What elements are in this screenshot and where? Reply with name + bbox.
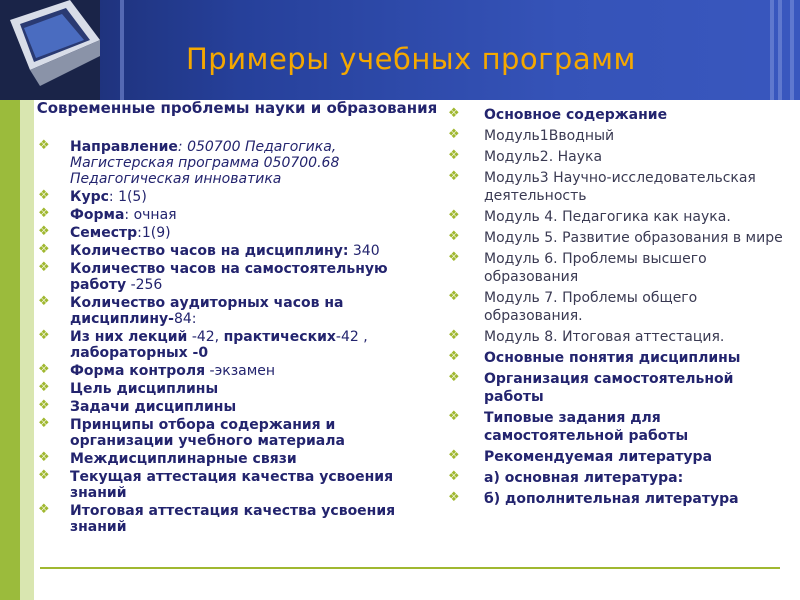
bullet-icon: ❖ [38, 294, 50, 309]
list-item: ❖ Модуль1Вводный [448, 127, 615, 144]
list-item: ❖ Междисциплинарные связи [38, 450, 297, 467]
list-item: ❖ Из них лекций -42, практических-42 , лабораторных -0 [38, 328, 368, 361]
list-item: ❖ а) основная литература: [448, 469, 684, 486]
bullet-icon: ❖ [448, 208, 460, 223]
list-item: ❖ Курс: 1(5) [38, 188, 147, 205]
list-item: ❖ Текущая аттестация качества усвоения знаний [38, 468, 394, 501]
left-accent-bar-light [20, 100, 34, 600]
header-stripe [120, 0, 124, 100]
left-accent-bar [0, 100, 20, 600]
page-title: Примеры учебных программ [186, 42, 636, 76]
bullet-icon: ❖ [38, 188, 50, 203]
list-item: ❖ Форма контроля -экзамен [38, 362, 276, 379]
bullet-icon: ❖ [448, 148, 460, 163]
bullet-icon: ❖ [448, 106, 460, 121]
course-info-list [36, 139, 438, 535]
bullet-icon: ❖ [448, 127, 460, 142]
list-item: ❖ Количество аудиторных часов на дисциплину-84: [38, 294, 344, 327]
bullet-icon: ❖ [448, 328, 460, 343]
header-stripe [778, 0, 782, 100]
list-item: ❖ Модуль2. Наука [448, 148, 603, 165]
list-item: ❖ Модуль 8. Итоговая аттестация. [448, 328, 725, 345]
header-stripe [790, 0, 794, 100]
list-item: ❖ Количество часов на самостоятельную работу -256 [38, 260, 388, 293]
bullet-icon: ❖ [448, 169, 460, 184]
bullet-icon: ❖ [448, 370, 460, 385]
list-item: ❖ Модуль 6. Проблемы высшего образования [448, 250, 707, 285]
bullet-icon: ❖ [38, 206, 50, 221]
course-subtitle: Современные проблемы науки и образования [36, 99, 438, 117]
bullet-icon: ❖ [38, 242, 50, 257]
list-item: ❖ Семестр:1(9) [38, 224, 171, 241]
list-item: ❖ Принципы отбора содержания и организации учебного материала [38, 416, 345, 449]
bullet-icon: ❖ [38, 260, 50, 275]
course-content-list [446, 106, 786, 508]
list-item: ❖ Направление: 050700 Педагогика, Магистерская программа 050700.68 Педагогическая инноватика [38, 138, 340, 187]
list-item: ❖ Модуль 5. Развитие образования в мире [448, 229, 783, 246]
bullet-icon: ❖ [448, 229, 460, 244]
list-item: ❖ Рекомендуемая литература [448, 448, 713, 465]
bullet-icon: ❖ [38, 328, 50, 343]
list-item: ❖ Количество часов на дисциплину: 340 [38, 242, 380, 259]
bullet-icon: ❖ [448, 289, 460, 304]
bullet-icon: ❖ [448, 469, 460, 484]
bullet-icon: ❖ [38, 138, 50, 153]
bullet-icon: ❖ [38, 398, 50, 413]
list-item: ❖ Задачи дисциплины [38, 398, 237, 415]
bullet-icon: ❖ [448, 448, 460, 463]
list-item: ❖ Форма: очная [38, 206, 177, 223]
list-item: ❖ Типовые задания для самостоятельной работы [448, 409, 689, 444]
list-item: ❖ Итоговая аттестация качества усвоения знаний [38, 502, 396, 535]
header-stripe [770, 0, 774, 100]
bullet-icon: ❖ [38, 416, 50, 431]
list-item: ❖ Модуль 7. Проблемы общего образования. [448, 289, 698, 324]
bullet-icon: ❖ [448, 490, 460, 505]
course-info-column [36, 100, 438, 537]
list-item: ❖ Модуль3 Научно-исследовательская деятельность [448, 169, 756, 204]
bullet-icon: ❖ [38, 450, 50, 465]
list-item: ❖ Цель дисциплины [38, 380, 219, 397]
bullet-icon: ❖ [38, 224, 50, 239]
bullet-icon: ❖ [38, 468, 50, 483]
list-item: ❖ Организация самостоятельной работы [448, 370, 734, 405]
bullet-icon: ❖ [38, 380, 50, 395]
list-item: ❖ Основные понятия дисциплины [448, 349, 741, 366]
footer-divider [40, 567, 780, 569]
course-content-column [446, 106, 786, 511]
list-item: ❖ б) дополнительная литература [448, 490, 739, 507]
bullet-icon: ❖ [38, 502, 50, 517]
computer-monitor-icon [0, 0, 100, 100]
bullet-icon: ❖ [448, 349, 460, 364]
list-item: ❖ Модуль 4. Педагогика как наука. [448, 208, 731, 225]
bullet-icon: ❖ [448, 250, 460, 265]
bullet-icon: ❖ [38, 362, 50, 377]
list-item: ❖ Основное содержание [448, 106, 668, 123]
bullet-icon: ❖ [448, 409, 460, 424]
